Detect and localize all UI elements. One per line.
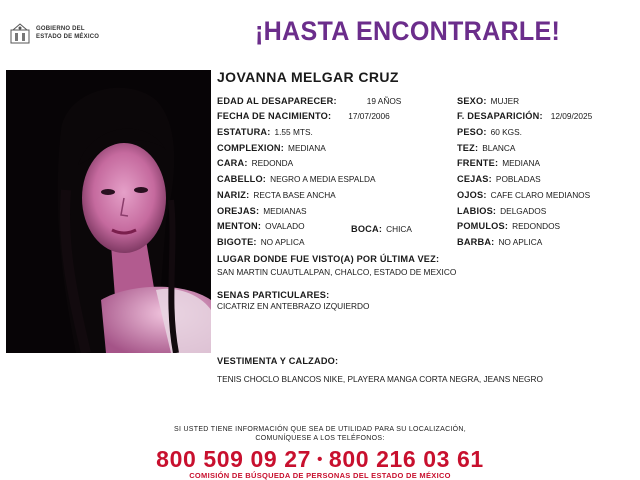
phone-number-1[interactable]: 800 509 09 27	[156, 446, 312, 472]
phone-number-2[interactable]: 800 216 03 61	[328, 446, 484, 472]
detail-value: 1.55 MTS.	[274, 127, 313, 137]
detail-value: NO APLICA	[498, 237, 543, 247]
detail-fecha-nacimiento	[217, 110, 390, 122]
detail-label: FECHA DE NACIMIENTO:	[217, 111, 332, 121]
marks-value: CICATRIZ EN ANTEBRAZO IZQUIERDO	[217, 301, 370, 311]
detail-label: NARIZ:	[217, 190, 250, 200]
marks-label: SENAS PARTICULARES:	[217, 290, 330, 300]
detail-label: COMPLEXION:	[217, 143, 285, 153]
phone-separator: •	[317, 451, 323, 468]
detail-boca	[351, 223, 412, 235]
detail-label: CABELLO:	[217, 174, 267, 184]
detail-label: OJOS:	[457, 190, 487, 200]
detail-label: CARA:	[217, 158, 248, 168]
detail-labios	[457, 205, 546, 217]
detail-tez	[457, 142, 515, 154]
detail-label: ESTATURA:	[217, 127, 271, 137]
commission-name: COMISIÓN DE BÚSQUEDA DE PERSONAS DEL ESTADO DE MÉXICO	[189, 471, 451, 480]
logo-line-1: GOBIERNO DEL	[36, 26, 85, 32]
detail-value: POBLADAS	[495, 174, 541, 184]
detail-pomulos	[457, 220, 560, 232]
detail-label: LABIOS:	[457, 206, 497, 216]
detail-orejas	[217, 205, 307, 217]
detail-label: BARBA:	[457, 237, 495, 247]
detail-label: SEXO:	[457, 96, 487, 106]
detail-label: POMULOS:	[457, 221, 509, 231]
clothing-value: TENIS CHOCLO BLANCOS NIKE, PLAYERA MANGA CORTA NEGRA, JEANS NEGRO	[217, 374, 543, 384]
detail-value: MEDIANA	[502, 158, 541, 168]
state-seal-icon	[10, 22, 30, 44]
detail-bigote	[217, 236, 305, 248]
detail-complexion	[217, 142, 326, 154]
detail-value: REDONDOS	[512, 221, 561, 231]
detail-sexo	[457, 95, 519, 107]
detail-label: EDAD AL DESAPARECER:	[217, 96, 337, 106]
detail-menton	[217, 220, 305, 232]
detail-value: NEGRO A MEDIA ESPALDA	[270, 174, 376, 184]
detail-value: 17/07/2006	[348, 111, 390, 121]
detail-ojos	[457, 189, 590, 201]
detail-label: BIGOTE:	[217, 237, 257, 247]
detail-label: PESO:	[457, 127, 487, 137]
detail-label: OREJAS:	[217, 206, 260, 216]
detail-value: MEDIANAS	[263, 206, 307, 216]
detail-value: NO APLICA	[260, 237, 305, 247]
detail-value: RECTA BASE ANCHA	[253, 190, 336, 200]
detail-peso	[457, 126, 522, 138]
detail-label: TEZ:	[457, 143, 479, 153]
logo-line-2: ESTADO DE MÉXICO	[36, 34, 100, 40]
last-seen-label: LUGAR DONDE FUE VISTO(A) POR ÚLTIMA VEZ:	[217, 254, 440, 264]
last-seen-value: SAN MARTIN CUAUTLALPAN, CHALCO, ESTADO DE MEXICO	[217, 267, 457, 277]
detail-value: MEDIANA	[288, 143, 326, 153]
detail-f-desaparicion	[457, 110, 592, 122]
detail-value: OVALADO	[265, 221, 305, 231]
person-photo	[6, 70, 211, 353]
headline: ¡HASTA ENCONTRARLE!	[255, 16, 561, 46]
detail-barba	[457, 236, 542, 248]
logo-text	[36, 25, 99, 41]
phone-numbers	[0, 446, 640, 473]
detail-frente	[457, 157, 540, 169]
detail-value: DELGADOS	[500, 206, 547, 216]
government-logo	[10, 18, 120, 48]
detail-label: FRENTE:	[457, 158, 499, 168]
contact-note-line-1: SI USTED TIENE INFORMACIÓN QUE SEA DE UTILIDAD PARA SU LOCALIZACIÓN,	[173, 426, 467, 433]
detail-cara	[217, 157, 293, 169]
detail-label: MENTON:	[217, 221, 262, 231]
contact-note-line-2: COMUNÍQUESE A LOS TELÉFONOS:	[255, 435, 385, 442]
detail-label: BOCA:	[351, 224, 383, 234]
detail-value: CAFE CLARO MEDIANOS	[490, 190, 591, 200]
detail-label: F. DESAPARICIÓN:	[457, 111, 543, 121]
person-name: JOVANNA MELGAR CRUZ	[217, 69, 399, 85]
detail-edad	[217, 95, 401, 107]
detail-estatura	[217, 126, 313, 138]
detail-value: 19 AÑOS	[366, 96, 402, 106]
detail-nariz	[217, 189, 336, 201]
clothing-label: VESTIMENTA Y CALZADO:	[217, 356, 339, 366]
detail-value: BLANCA	[482, 143, 516, 153]
detail-cabello	[217, 173, 376, 185]
detail-label: CEJAS:	[457, 174, 492, 184]
detail-value: MUJER	[490, 96, 520, 106]
detail-value: CHICA	[386, 224, 412, 234]
person-photo-image	[6, 70, 211, 353]
detail-cejas	[457, 173, 541, 185]
detail-value: 60 KGS.	[490, 127, 522, 137]
detail-value: 12/09/2025	[550, 111, 593, 121]
detail-value: REDONDA	[251, 158, 294, 168]
